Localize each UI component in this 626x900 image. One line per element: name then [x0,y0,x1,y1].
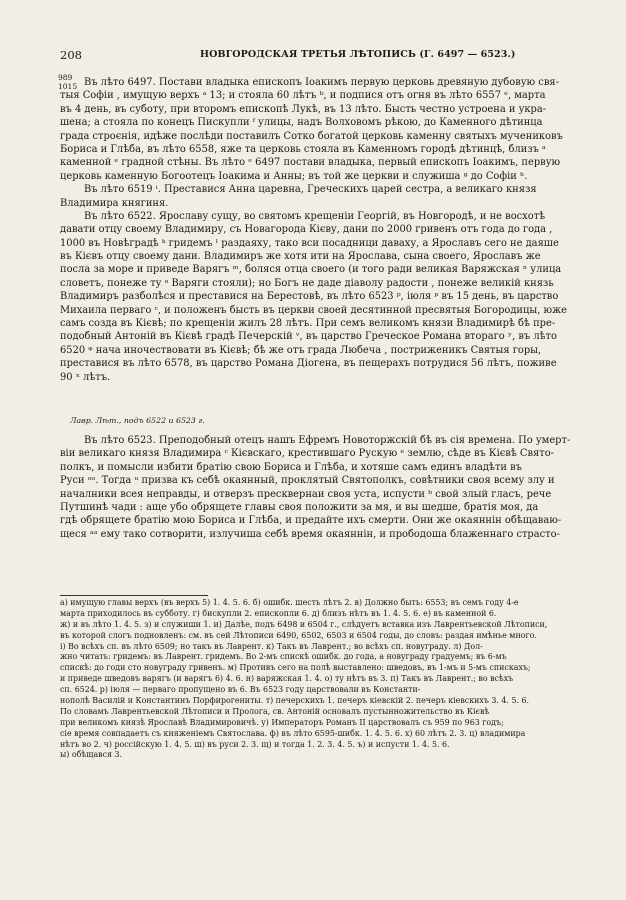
margin-year-number: 989 [58,73,73,82]
text-line: церковь каменную Богоотецъ Іоакима и Анны; въ той же церкви и служиша ᵍ до Софіи ʰ. [60,170,528,182]
footnote-line: и приведе шведовъ варягъ (и варягъ 6) 4. 6. н) варяжская 1. 4. о) ту нѣтъ въ 3. п) Такъ въ Лаврент.; во всѣхъ [60,674,514,684]
footnote-line: По словамъ Лаврентьевской Лѣтописи и Пролога, св. Антоній основалъ пустынножительство въ Кієвѣ [60,706,490,716]
footnote-line: сіе время совпадаетъ съ княженіемъ Святослава. ф) въ лѣто 6595-шибк. 1. 4. 5. 6. х) 60 лѣтъ 2. 3. ц) владимира [60,728,526,738]
text-line: началники всея неправды, и отверзъ пресквернаи своя уста, испусти ᵇ свой злый гласъ, рече [60,488,552,500]
text-line: тыя Софіи , имущую верхъ ᵃ 13; и стояла 60 лѣтъ ᵇ, и подпися отъ огня въ лѣто 6557 ᵉ, марта [60,90,546,102]
footnote-line: і) Во всѣхъ сп. въ лѣто 6509; но такъ въ Лаврент. к) Такъ въ Лаврент.; во всѣхъ сп. новуграду. л) Дол- [60,641,483,651]
text-line: Въ лѣто 6522. Ярославу сущу, во святомъ крещеніи Георгій, въ Новгородѣ, и не восхотѣ [84,210,546,222]
text-line: въ Кієвъ отцу своему дани. Владимиръ же хотя ити на Ярослава, сына своего, Ярославъ же [60,251,541,263]
text-line: 90 ˣ лѣтъ. [60,371,111,383]
text-line: Путшинѣ чади : аще убо обрящете главы своя положити за мя, и вы шедше, братія моя, да [60,501,539,513]
running-title: НОВГОРОДСКАЯ ТРЕТЬЯ ЛѢТОПИСЬ (Г. 6497 — 6523.) [200,49,516,60]
text-line: словетъ, понеже ту ᵒ Варяги стояли); но Богъ не даде діаволу радости , понеже великій князь [60,277,554,289]
text-line: давати отцу своему Владимиру, съ Новагорода Кієву, дани по 2000 гривенъ отъ года до года , [60,224,553,236]
text-line: града строєнія, идѣже послѣди поставилъ Сотко богатой церковь каменну святыхъ мучениковъ [60,130,563,142]
text-line: посла за море и приведе Варягъ ᵐ, боляся отца своего (и того ради великая Варяжская ⁿ улица [60,264,562,276]
text-line: гдѣ обрящете братію мою Бориса и Глѣба, и предайте ихъ смерти. Они же окаяннін обѣщаваю- [60,515,562,527]
footnote-line: жно читать: гридемъ: въ Лаврент. гридемъ. Во 2-мъ спискѣ ошибк. до года, а новуграду градуемъ; въ 6-мъ [60,652,507,662]
footnote-line: а) имущую главы верхъ (въ верхъ 5) 1. 4. 5. 6. б) ошибк. шесть лѣтъ 2. в) Должно быть: 6553; въ семъ году 4-е [60,598,519,607]
footnote-line: нѣтъ во 2. ч) россійскую 1. 4. 5. ш) въ руси 2. 3. щ) и тогда 1. 2. 3. 4. 5. ъ) и испусти 1. 4. 5. 6. [60,739,450,749]
text-line: віи великаго князя Владимира ᶜ Кієвскаго, крестившаго Рускую ᵉ землю, сѣде въ Кієвѣ Свято- [60,448,555,460]
footnote-line: марта приходилось въ субботу. г) бискупли 2. епископли 6. д) близъ нѣтъ въ 1. 4. 5. 6. е) въ каменной 6. [60,608,497,618]
footnote-line: ы) обѣщався 3. [60,750,123,760]
text-line: шена; а стояла по конецъ Пискупли ᶠ улицы, надъ Волховомъ рѣкою, до Каменного дѣтинца [60,117,543,129]
page-header [60,48,612,62]
text-line: Въ лѣто 6523. Преподобный отецъ нашъ Ефремъ Новоторжскій бѣ въ сія времена. По умерт- [84,435,571,446]
text-line: 1000 въ Новѣгрaдѣ ᵏ гридемъ ˡ раздаяху, тако вси посадници даваху, а Ярославъ сего не даяше [60,237,559,249]
text-line: Руси ᵒᵒ. Тогда ᵘ призва къ себѣ окаянный, проклятый Святополкъ, совѣтники своя всему злу и [60,475,555,487]
chronicle-text [60,76,612,384]
page-number: 208 [60,48,82,62]
text-line: 6520 ᵠ нача иночествовати въ Кієвѣ; бѣ же отъ града Любеча , постриженикъ Святыя горы, [60,344,542,356]
text-line: щеся ᵃᵃ ему тако сотворити, излучиша себѣ время окаяннін, и прободоша блаженнаго страсто- [60,528,560,540]
margin-year-number: 1015 [58,82,78,91]
text-line: каменной ᵉ градной стѣны. Въ лѣто ᵉ 6497 постави владыка, первый епископъ Іоакимъ, первую [60,157,561,169]
footnotes [60,598,612,761]
text-line: Въ лѣто 6519 ⁱ. Преставися Анна царевна, Греческихъ царей сестра, а великаго князя [84,184,537,196]
footnote-line: сп. 6524. р) іюля — перваго пропущено въ 6. Въ 6523 году царствовали въ Константи- [60,685,421,695]
footnote-line: спискѣ: до годи сто новуграду гривенъ. м) Противъ сего на полѣ выставлено: шведовъ, въ 1-мъ и 5-мъ спискахъ; [60,663,531,673]
footnote-line: при великомъ князѣ Ярославѣ Владимировичѣ. у) Императоръ Романъ II царствовалъ съ 959 по 963 годъ; [60,717,504,727]
text-line: самъ созда въ Кієвѣ; по крещеніи жилъ 28 лѣтъ. При семъ великомъ князи Владимирѣ бѣ пре- [60,318,556,330]
text-line: въ 4 день, въ суботу, при второмъ епископѣ Лукѣ, въ 13 лѣто. Бысть честно устроена и укра- [60,103,547,115]
reference-note: Лавр. Лѣт., подъ 6522 и 6523 г. [70,416,205,425]
footnote-line: ж) и въ лѣто 1. 4. 5. з) и служиши 1. и) Далѣе, подъ 6498 и 6504 г., слѣдуетъ вставка изъ Лаврентьевской Лѣтописи, [60,619,548,629]
text-line: Бориса и Глѣба, въ лѣто 6558, яже та церковь стояла въ Каменномъ городѣ дѣтинцѣ, близъ ᵃ [60,143,546,155]
text-line: Владимира княгиня. [60,197,169,209]
chronicle-text-continued [60,434,612,541]
footnote-line: въ которой слогъ подновленъ: см. въ сей Лѣтописи 6490, 6502, 6503 и 6504 годы, до словъ: раздая имѣнье много. [60,630,537,640]
text-line: Михаила перваго ᶜ, и положенъ бысть въ церкви своей десятинной пресвятыя Богородицы, юже [60,304,568,316]
text-line: Въ лѣто 6497. Постави владыка епископъ Іоакимъ первую церковь древяную дубовую свя- [84,77,559,88]
footnote-line: нополѣ Василій и Константинъ Порфирогениты. т) печерскихъ 1. печеръ кіевскій 2. печеръ кіевскихъ 3. 4. 5. 6. [60,696,530,706]
text-line: преставися въ лѣто 6578, въ царство Романа Діогена, въ пещерахъ потрудися 56 лѣтъ, поживе [60,358,557,370]
text-line: подобный Антоній въ Кієвѣ градѣ Печерскій ᵛ, въ царство Греческое Романа втораго ʸ, въ лѣто [60,331,557,343]
text-line: Владимиръ разболѣся и преставися на Берестовѣ, въ лѣто 6523 ᵖ, іюля ᵖ въ 15 день, въ царство [60,291,559,303]
text-line: полкъ, и помысли избити братію свою Бориса и Глѣба, и хотяше самъ единъ владѣти въ [60,461,522,473]
footnote-divider [60,595,208,596]
